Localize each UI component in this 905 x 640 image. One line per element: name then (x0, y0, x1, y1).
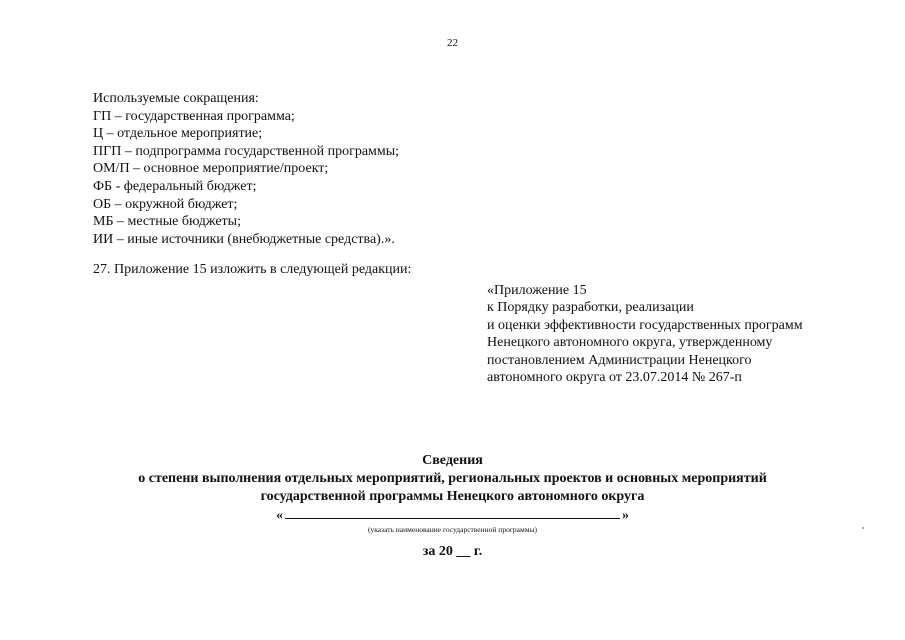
program-name-hint: (указать наименование государственной программы) (368, 525, 537, 534)
close-quote: » (622, 508, 629, 523)
appendix-line: и оценки эффективности государственных программ (487, 317, 803, 333)
appendix-reference (487, 282, 803, 386)
title-line: о степени выполнения отдельных мероприятий, региональных проектов и основных мероприятий (138, 471, 767, 486)
abbreviations-list (93, 90, 399, 248)
report-title (0, 452, 905, 506)
title-line: государственной программы Ненецкого автономного округа (260, 489, 645, 504)
abbreviation-item: ОБ – окружной бюджет; (93, 196, 238, 212)
abbreviation-item: ФБ - федеральный бюджет; (93, 178, 257, 194)
abbreviation-item: ИИ – иные источники (внебюджетные средства).». (93, 231, 395, 247)
scan-speck (862, 527, 864, 529)
abbreviation-item: ОМ/П – основное мероприятие/проект; (93, 161, 329, 177)
appendix-line: автономного округа от 23.07.2014 № 267-п (487, 370, 742, 386)
abbreviation-item: МБ – местные бюджеты; (93, 214, 241, 230)
amendment-paragraph: 27. Приложение 15 изложить в следующей редакции: (93, 262, 412, 277)
abbreviation-item: ПГП – подпрограмма государственной программы; (93, 143, 400, 159)
appendix-line: к Порядку разработки, реализации (487, 300, 694, 316)
open-quote: « (276, 508, 283, 523)
abbreviation-item: ГП – государственная программа; (93, 108, 295, 124)
program-name-blank (285, 506, 620, 519)
program-name-field (0, 506, 905, 525)
appendix-line: Ненецкого автономного округа, утвержденному (487, 335, 773, 351)
abbreviation-item: Ц – отдельное мероприятие; (93, 126, 263, 142)
appendix-line: «Приложение 15 (487, 283, 587, 298)
page-number: 22 (447, 37, 458, 49)
title-heading: Сведения (422, 453, 483, 468)
report-period: за 20 __ г. (422, 544, 483, 559)
appendix-line: постановлением Администрации Ненецкого (487, 352, 752, 368)
abbreviations-heading: Используемые сокращения: (93, 91, 259, 106)
